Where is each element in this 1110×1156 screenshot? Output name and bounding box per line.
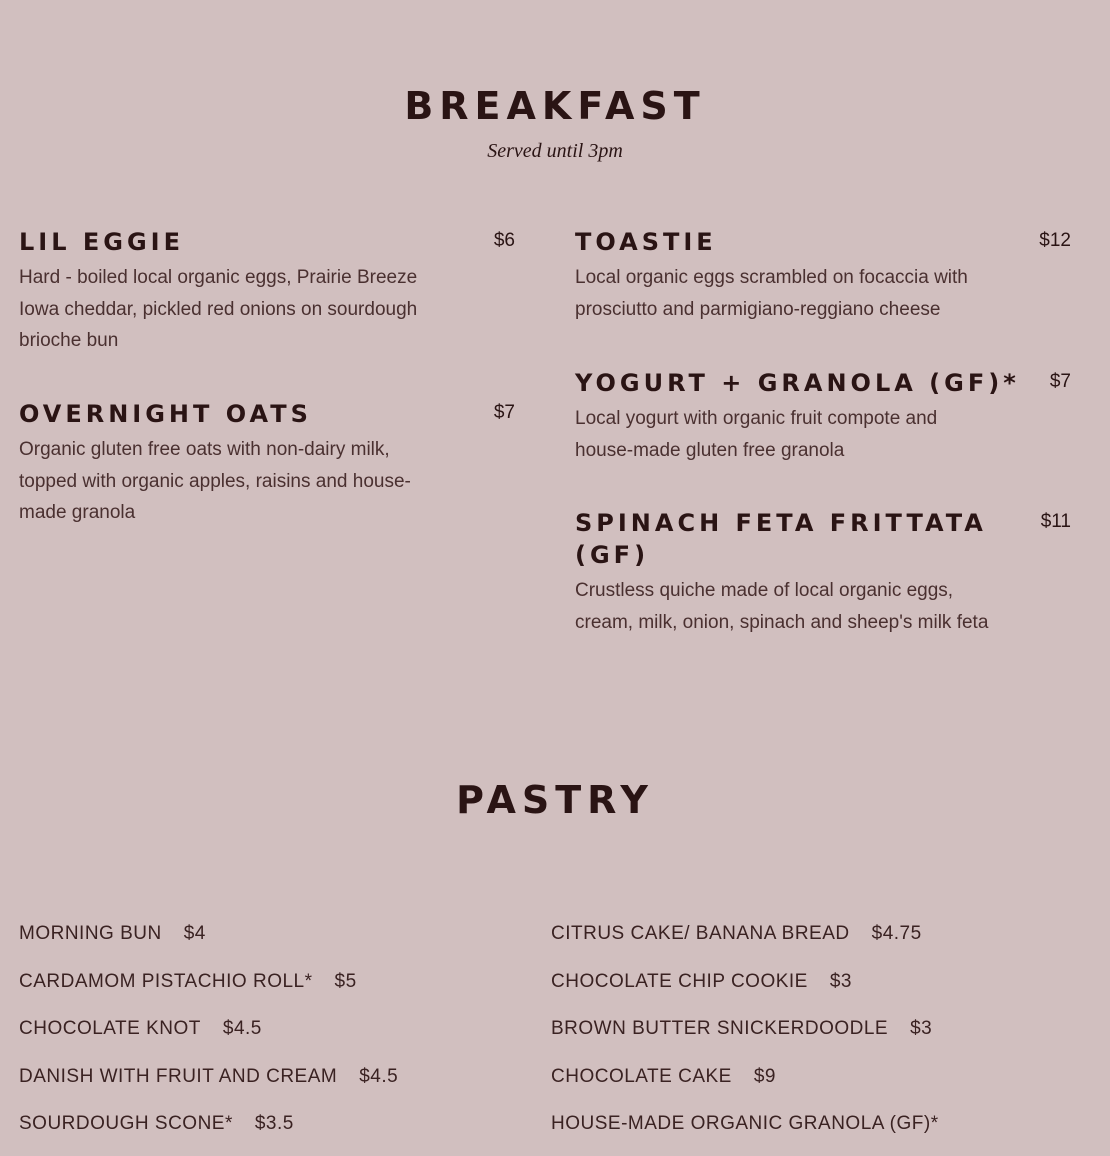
pastry-list-right: [551, 918, 961, 1156]
pastry-item: [551, 1061, 961, 1109]
pastry-item-name: DANISH WITH FRUIT AND CREAM: [19, 1065, 338, 1087]
pastry-title: PASTRY: [456, 778, 654, 822]
breakfast-subtitle: Served until 3pm: [487, 140, 623, 162]
pastry-item: [551, 1013, 961, 1061]
pastry-item-price: $4.5: [359, 1065, 399, 1087]
menu-item-toastie: [575, 226, 1071, 325]
pastry-list-left: [19, 918, 398, 1156]
item-price: $12: [1039, 230, 1071, 251]
item-description: Crustless quiche made of local organic eggs, cream, milk, onion, spinach and sheep's milk feta: [575, 580, 989, 633]
pastry-item-price: $5: [334, 970, 357, 992]
item-price: $7: [1049, 371, 1071, 392]
item-description: Hard - boiled local organic eggs, Prairie Breeze Iowa cheddar, pickled red onions on sourdough brioche bun: [19, 267, 418, 351]
pastry-item: [19, 918, 398, 966]
pastry-item-name: CITRUS CAKE/ BANANA BREAD: [551, 923, 850, 944]
item-price: $6: [493, 230, 515, 251]
pastry-item-price: $3: [910, 1018, 933, 1039]
pastry-item-price: $3.5: [254, 1113, 294, 1134]
item-price: $7: [493, 402, 515, 423]
menu-item-yogurt-granola: [575, 367, 1071, 466]
pastry-item-name: CHOCOLATE CAKE: [551, 1065, 732, 1087]
breakfast-title: BREAKFAST: [404, 84, 706, 128]
menu-item-lil-eggie: [19, 226, 515, 357]
menu-item-overnight-oats: [19, 398, 515, 529]
pastry-item-price: $3: [829, 970, 852, 992]
pastry-item-name: CHOCOLATE KNOT: [19, 1018, 201, 1039]
pastry-item: [551, 966, 961, 1014]
item-price: $11: [1040, 511, 1071, 532]
pastry-item-price: $4.5: [222, 1018, 262, 1039]
item-name: SPINACH FETA FRITTATA (GF): [575, 509, 987, 569]
item-description: Local organic eggs scrambled on focaccia with prosciutto and parmigiano-reggiano cheese: [575, 267, 968, 320]
pastry-item-name: SOURDOUGH SCONE*: [19, 1113, 233, 1134]
pastry-item: [19, 966, 398, 1014]
pastry-item-price: $9: [753, 1065, 776, 1087]
pastry-item-name: HOUSE-MADE ORGANIC GRANOLA (GF)*: [551, 1113, 939, 1134]
item-name: YOGURT + GRANOLA (GF)*: [575, 369, 1020, 397]
pastry-item-price: $4.75: [871, 923, 922, 944]
menu-item-spinach-feta-frittata: [575, 507, 1071, 638]
item-name: LIL EGGIE: [19, 228, 184, 256]
pastry-item: [19, 1108, 398, 1156]
pastry-item-price: $4: [183, 923, 206, 944]
pastry-item-name: CARDAMOM PISTACHIO ROLL*: [19, 970, 313, 992]
item-name: OVERNIGHT OATS: [19, 400, 312, 428]
pastry-item-name: CHOCOLATE CHIP COOKIE: [551, 970, 808, 992]
item-description: Local yogurt with organic fruit compote and house-made gluten free granola: [575, 408, 938, 461]
pastry-item-name: MORNING BUN: [19, 923, 162, 944]
pastry-item: [19, 1061, 398, 1109]
pastry-item-name: BROWN BUTTER SNICKERDOODLE: [551, 1018, 889, 1039]
pastry-item: [551, 1108, 961, 1156]
pastry-item: [551, 918, 961, 966]
item-description: Organic gluten free oats with non-dairy milk, topped with organic apples, raisins and house-made granola: [19, 439, 411, 523]
pastry-item: [19, 1013, 398, 1061]
item-name: TOASTIE: [575, 228, 717, 256]
